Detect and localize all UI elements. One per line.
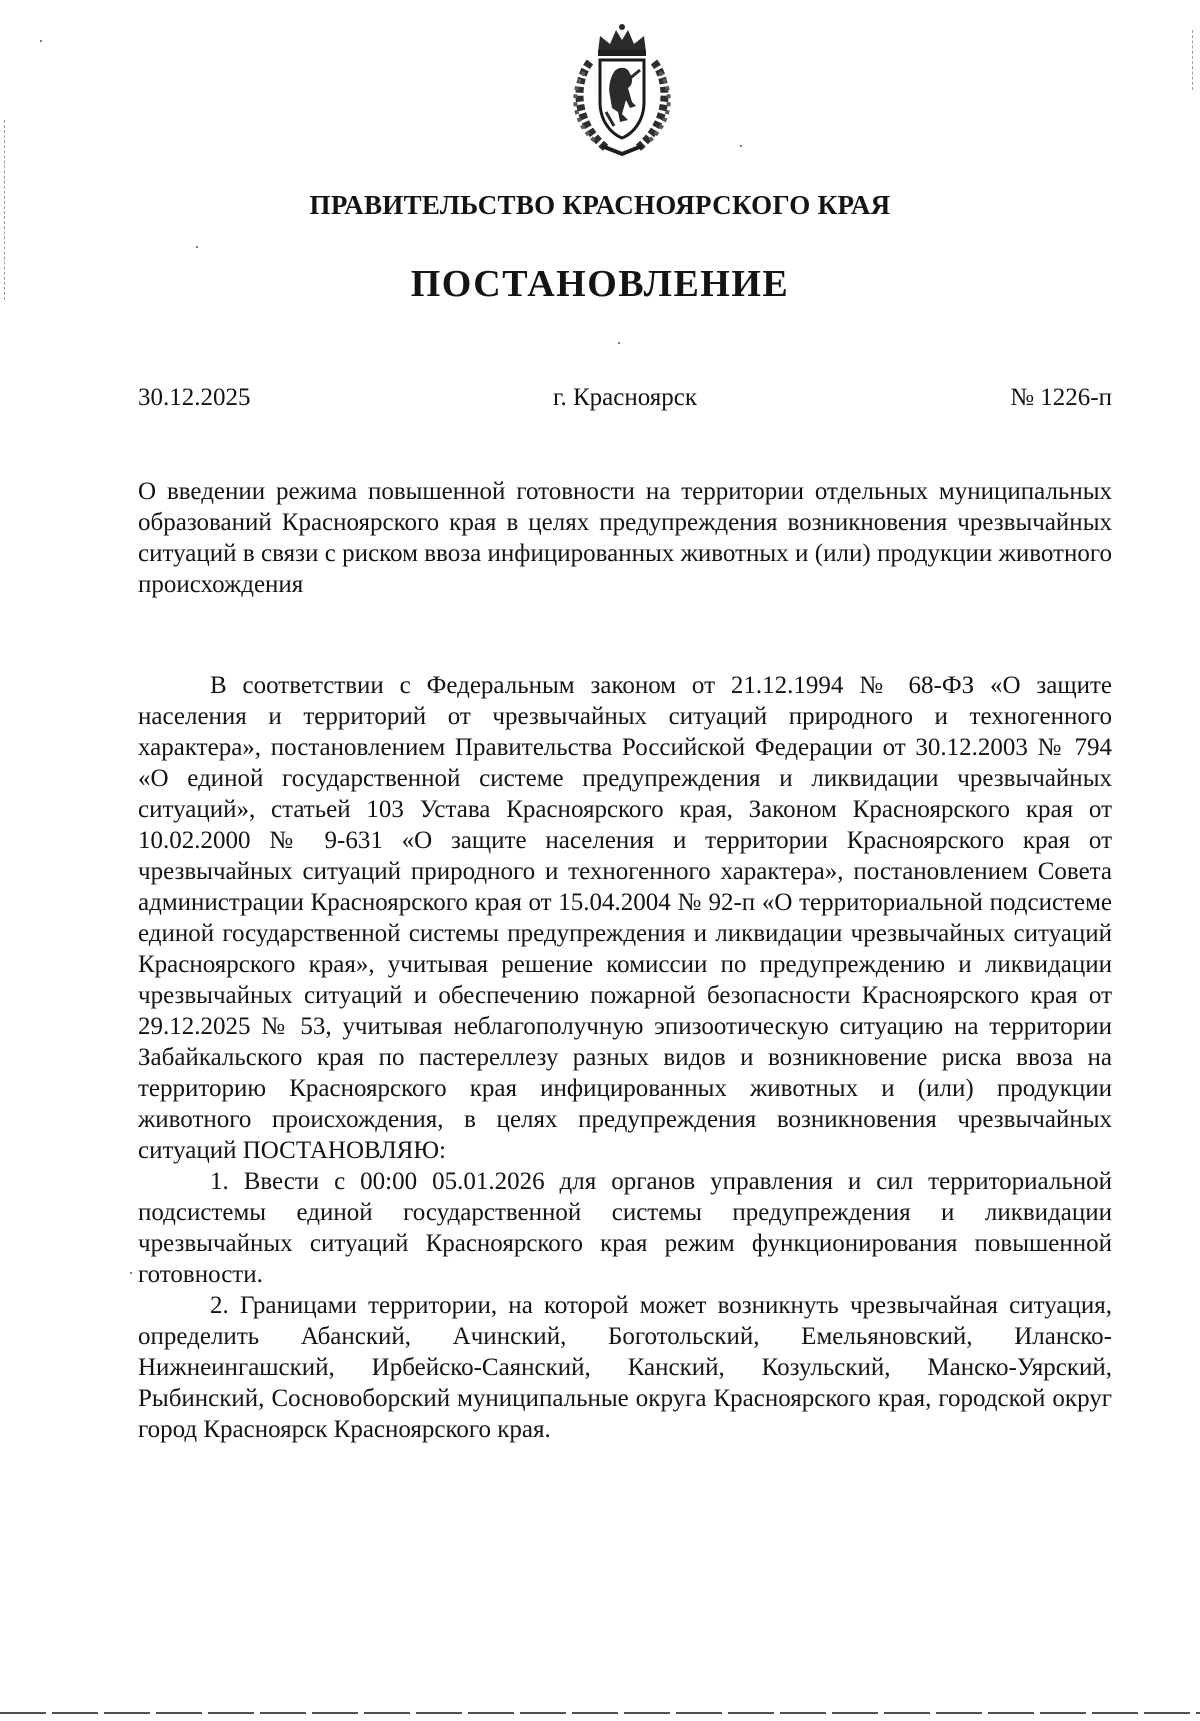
scan-speck	[618, 342, 620, 344]
document-body	[138, 670, 1112, 1445]
document-city: г. Красноярск	[553, 384, 697, 411]
scan-speck	[130, 1272, 132, 1274]
government-title: ПРАВИТЕЛЬСТВО КРАСНОЯРСКОГО КРАЯ	[309, 190, 891, 220]
preamble-paragraph: В соответствии с Федеральным законом от 21.12.1994 № 68-ФЗ «О защите населения и территорий от чрезвычайных ситуаций природного и техногенного характера», постановлением Правительства Российской Федерации от 30.12.2003 № 794 «О единой государственной системе предупреждения и ликвидации чрезвычайных ситуаций», статьей 103 Устава Красноярского края, Законом Красноярского края от 10.02.2000 № 9-631 «О защите населения и территории Красноярского края от чрезвычайных ситуаций природного и техногенного характера», постановлением Совета администрации Красноярского края от 15.04.2004 № 92-п «О территориальной подсистеме единой государственной системы предупреждения и ликвидации чрезвычайных ситуаций Красноярского края», учитывая решение комиссии по предупреждению и ликвидации чрезвычайных ситуаций и обеспечению пожарной безопасности Красноярского края от 29.12.2025 № 53, учитывая неблагополучную эпизоотическую ситуацию на территории Забайкальского края по пастереллезу разных видов и возникновение риска ввоза на территорию Красноярского края инфицированных животных и (или) продукции животного происхождения, в целях предупреждения возникновения чрезвычайных ситуаций ПОСТАНОВЛЯЮ:	[138, 672, 1112, 1164]
scan-speck	[196, 246, 198, 248]
document-meta-row	[138, 384, 1112, 418]
krasnoyarsk-coat-of-arms-icon	[566, 22, 678, 158]
scan-speck	[40, 40, 42, 42]
document-type-title: ПОСТАНОВЛЕНИЕ	[410, 263, 790, 305]
document-date: 30.12.2025	[138, 384, 251, 411]
scan-bottom-edge	[0, 1712, 1200, 1714]
scan-edge-mark	[1192, 30, 1194, 90]
resolution-item-1: 1. Ввести с 00:00 05.01.2026 для органов управления и сил территориальной подсистемы единой государственной системы предупреждения и ликвидации чрезвычайных ситуаций Красноярского края режим функционирования повышенной готовности.	[138, 1168, 1112, 1288]
document-subject: О введении режима повышенной готовности на территории отдельных муниципальных образований Красноярского края в целях предупреждения возникновения чрезвычайных ситуаций в связи с риском ввоза инфицированных животных и (или) продукции животного происхождения	[138, 478, 1112, 598]
resolution-item-2: 2. Границами территории, на которой может возникнуть чрезвычайная ситуация, определить Абанский, Ачинский, Боготольский, Емельяновский, Иланско-Нижнеингашский, Ирбейско-Саянский, Канский, Козульский, Манско-Уярский, Рыбинский, Сосновоборский муниципальные округа Красноярского края, городской округ город Красноярск Красноярского края.	[138, 1292, 1112, 1443]
scan-speck	[740, 145, 742, 147]
document-number: № 1226-п	[1010, 384, 1112, 411]
